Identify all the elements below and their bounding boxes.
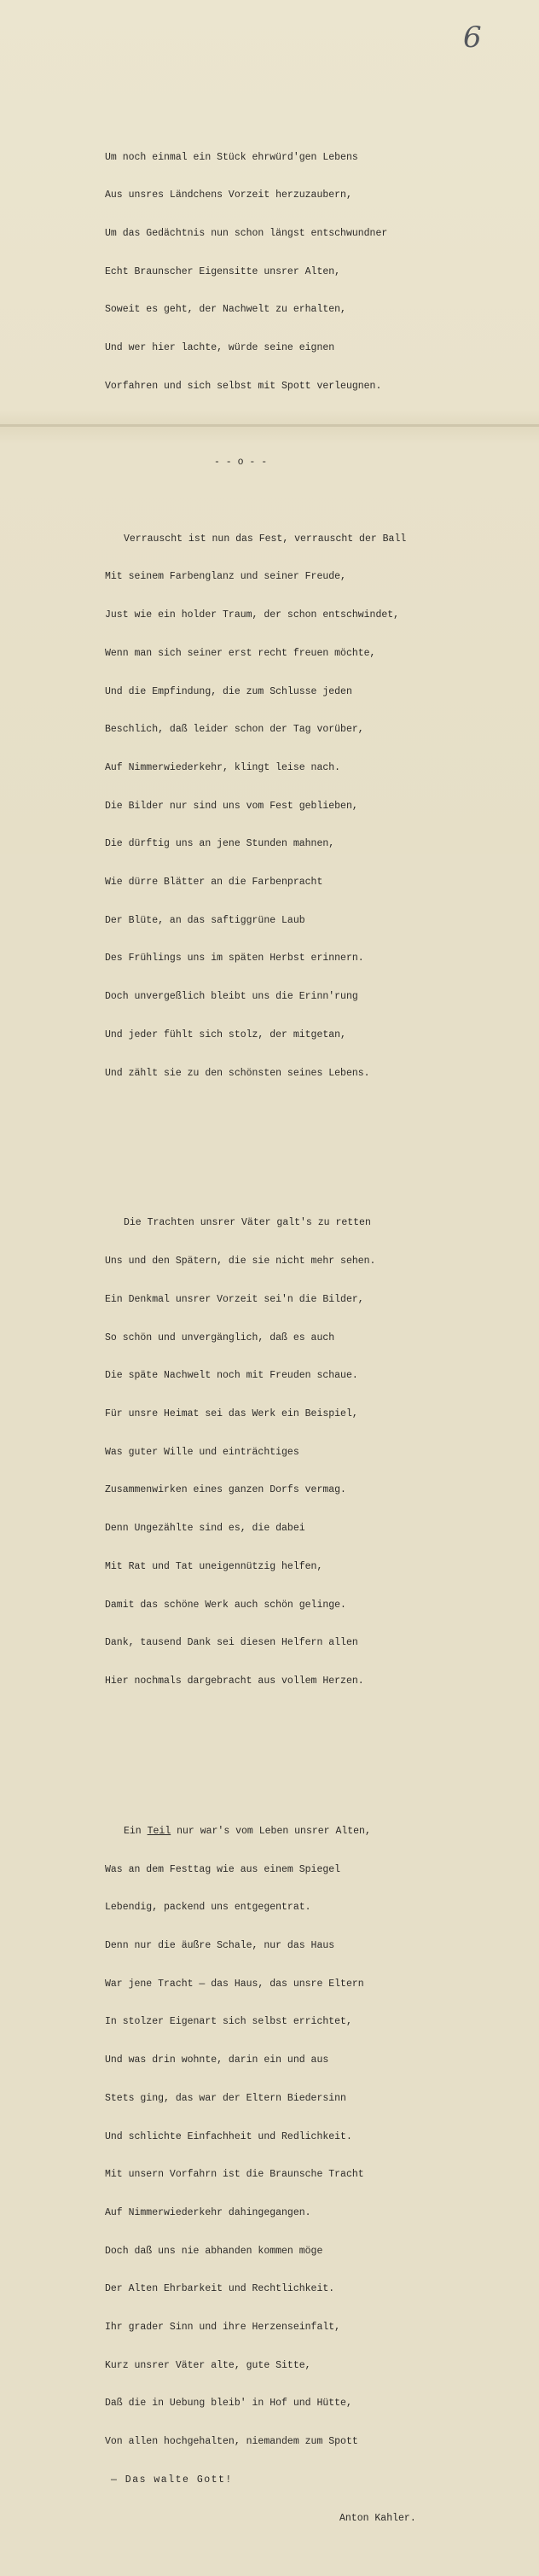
author-signature: Anton Kahler. — [339, 2512, 416, 2524]
poem-line: Hier nochmals dargebracht aus vollem Herzen. — [105, 1675, 364, 1687]
poem-line: Um das Gedächtnis nun schon längst entschwundner — [105, 228, 388, 240]
poem-line: Die dürftig uns an jene Stunden mahnen, — [105, 838, 335, 850]
poem-line: Beschlich, daß leider schon der Tag vorüber, — [105, 724, 364, 736]
poem-line: Aus unsres Ländchens Vorzeit herzuzaubern, — [105, 189, 352, 201]
poem-line: Doch daß uns nie abhanden kommen möge — [105, 2245, 323, 2257]
underlined-word: Teil — [147, 1825, 171, 1837]
poem-line: War jene Tracht — das Haus, das unsre Eltern — [105, 1978, 364, 1990]
page-number: 6 — [463, 20, 482, 55]
poem-line: Und jeder fühlt sich stolz, der mitgetan, — [105, 1029, 346, 1040]
section-divider: - - o - - — [214, 457, 268, 469]
poem-line: Der Alten Ehrbarkeit und Rechtlichkeit. — [105, 2283, 335, 2295]
poem-line: In stolzer Eigenart sich selbst errichtet, — [105, 2016, 352, 2028]
poem-line: Kurz unsrer Väter alte, gute Sitte, — [105, 2359, 311, 2371]
poem-line: Auf Nimmerwiederkehr, klingt leise nach. — [105, 761, 341, 773]
poem-text — [105, 101, 446, 2576]
stanza-2 — [105, 508, 446, 1105]
poem-line: Und was drin wohnte, darin ein und aus — [105, 2054, 329, 2066]
poem-line: Lebendig, packend uns entgegentrat. — [105, 1902, 311, 1914]
poem-line: Wie dürre Blätter an die Farbenpracht — [105, 877, 323, 889]
poem-line: Die späte Nachwelt noch mit Freuden schaue. — [105, 1370, 358, 1382]
poem-line: Verrauscht ist nun das Fest, verrauscht der Ball — [124, 533, 407, 545]
poem-line — [105, 1826, 446, 1839]
line-suffix: nur war's vom Leben unsrer Alten, — [171, 1825, 371, 1837]
stanza-1 — [105, 126, 446, 419]
poem-line: Stets ging, das war der Eltern Biedersinn — [105, 2092, 346, 2104]
poem-line: Und zählt sie zu den schönsten seines Lebens. — [105, 1067, 370, 1079]
closing-line: — Das walte Gott! — [111, 2474, 233, 2486]
poem-line: Die Bilder nur sind uns vom Fest geblieben, — [105, 800, 358, 812]
poem-line: Uns und den Spätern, die sie nicht mehr sehen. — [105, 1256, 376, 1268]
poem-line: Denn nur die äußre Schale, nur das Haus — [105, 1939, 335, 1951]
poem-line: Von allen hochgehalten, niemandem zum Spott — [105, 2436, 358, 2448]
poem-line: Mit unsern Vorfahrn ist die Braunsche Tracht — [105, 2169, 364, 2181]
poem-line: Und wer hier lachte, würde seine eignen — [105, 342, 335, 354]
poem-line: Doch unvergeßlich bleibt uns die Erinn'rung — [105, 991, 358, 1003]
poem-line: Daß die in Uebung bleib' in Hof und Hütte, — [105, 2398, 352, 2410]
poem-line: Denn Ungezählte sind es, die dabei — [105, 1523, 305, 1535]
poem-line: Der Blüte, an das saftiggrüne Laub — [105, 914, 305, 926]
stanza-gap — [105, 1751, 446, 1762]
poem-line: Ihr grader Sinn und ihre Herzenseinfalt, — [105, 2322, 341, 2334]
stanza-4 — [105, 1800, 446, 2550]
poem-line: So schön und unvergänglich, daß es auch — [105, 1332, 335, 1343]
poem-line: Was an dem Festtag wie aus einem Spiegel — [105, 1863, 341, 1875]
stanza-gap — [105, 1144, 446, 1154]
poem-line: Just wie ein holder Traum, der schon entschwindet, — [105, 609, 400, 621]
poem-line: Die Trachten unsrer Väter galt's zu retten — [124, 1217, 371, 1229]
poem-line: Mit seinem Farbenglanz und seiner Freude, — [105, 571, 346, 583]
poem-line: Für unsre Heimat sei das Werk ein Beispiel, — [105, 1408, 358, 1419]
poem-line: Wenn man sich seiner erst recht freuen möchte, — [105, 647, 376, 659]
line-prefix: Ein — [124, 1825, 148, 1837]
poem-line: Auf Nimmerwiederkehr dahingegangen. — [105, 2206, 311, 2218]
stanza-3 — [105, 1192, 446, 1714]
poem-line: Um noch einmal ein Stück ehrwürd'gen Lebens — [105, 151, 358, 163]
poem-line: Dank, tausend Dank sei diesen Helfern allen — [105, 1637, 358, 1649]
poem-line: Vorfahren und sich selbst mit Spott verleugnen. — [105, 380, 382, 392]
poem-line: Des Frühlings uns im späten Herbst erinnern. — [105, 953, 364, 965]
poem-line: Was guter Wille und einträchtiges — [105, 1446, 299, 1458]
poem-line: Ein Denkmal unsrer Vorzeit sei'n die Bilder, — [105, 1293, 364, 1305]
poem-line: Soweit es geht, der Nachwelt zu erhalten, — [105, 304, 346, 316]
poem-line: Und die Empfindung, die zum Schlusse jeden — [105, 685, 352, 697]
poem-line: Mit Rat und Tat uneigennützig helfen, — [105, 1560, 323, 1572]
poem-line: Echt Braunscher Eigensitte unsrer Alten, — [105, 265, 341, 277]
poem-line: Und schlichte Einfachheit und Redlichkeit. — [105, 2130, 352, 2142]
poem-line: Zusammenwirken eines ganzen Dorfs vermag. — [105, 1484, 346, 1496]
poem-line: Damit das schöne Werk auch schön gelinge. — [105, 1599, 346, 1611]
